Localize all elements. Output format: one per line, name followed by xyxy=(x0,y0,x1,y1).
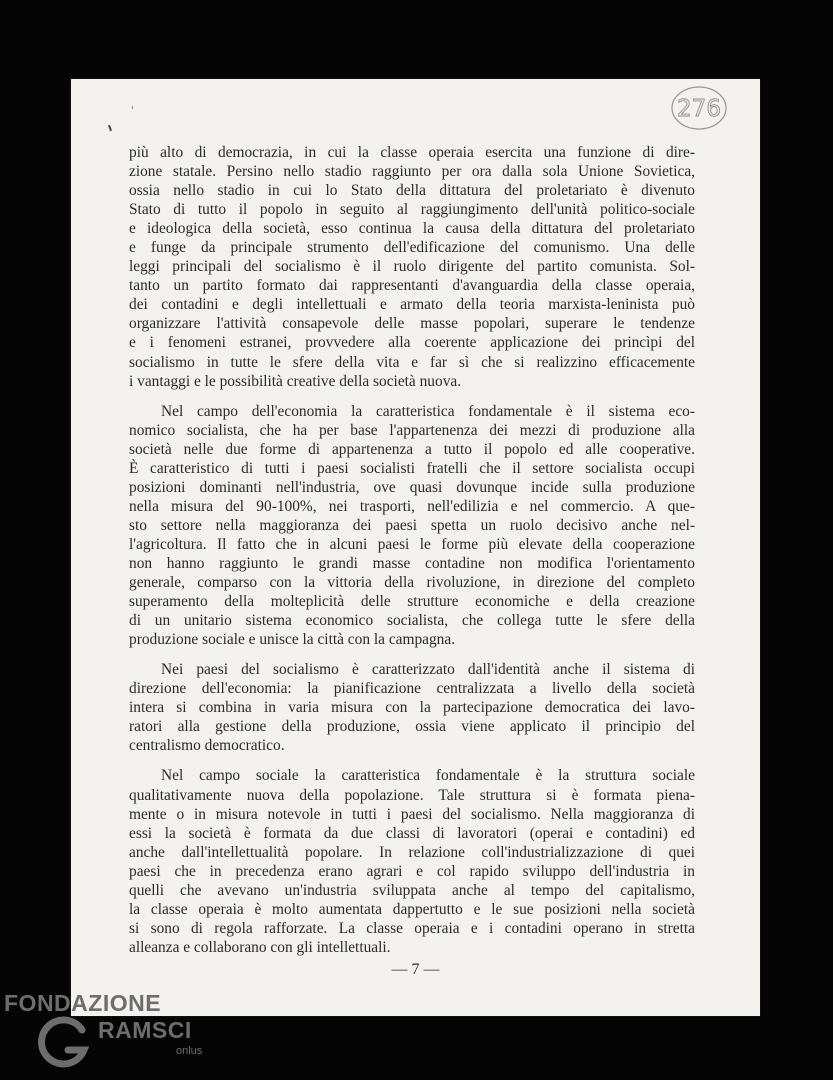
document-page xyxy=(71,79,760,1016)
text-line: generale, comparso con la vittoria della rivoluzione, in direzione del completo xyxy=(129,574,695,592)
text-line: ratori alla gestione della produzione, ossia viene applicato il principio del xyxy=(129,718,695,736)
text-line: produzione sociale e unisce la città con la campagna. xyxy=(129,631,456,649)
circled-number-annotation xyxy=(669,83,729,133)
fondazione-gramsci-watermark xyxy=(4,990,214,1080)
text-line: È caratteristico di tutti i paesi socialisti fratelli che il settore socialista occupi xyxy=(129,459,695,477)
text-line: sto settore nella maggioranza dei paesi spetta un ruolo decisivo anche nel- xyxy=(129,516,695,534)
watermark-line2: RAMSCI xyxy=(98,1017,192,1043)
text-line: più alto di democrazia, in cui la classe operaia esercita una funzione di dire- xyxy=(129,144,695,161)
paragraph xyxy=(129,766,695,956)
text-line: di un unitario sistema economico socialista, che collega tutte le sfere della xyxy=(129,612,695,630)
text-line: anche dall'intellettualità popolare. In relazione coll'industrializzazione di quei xyxy=(129,843,695,861)
text-line: si sono di regola rafforzate. La classe operaia e i contadini operano in stretta xyxy=(129,919,695,937)
text-line: direzione dell'economia: la pianificazione centralizzata a livello della società xyxy=(129,680,695,698)
text-line: dei contadini e degli intellettuali e armato della teoria marxista-leninista può xyxy=(129,296,695,314)
watermark-line1: FONDAZIONE xyxy=(4,990,162,1016)
text-line: i vantaggi e le possibilità creative della società nuova. xyxy=(129,372,462,390)
text-line: Nel campo sociale la caratteristica fondamentale è la struttura sociale xyxy=(161,767,695,785)
text-line: Stato di tutto il popolo in seguito al raggiungimento dell'unità politico-sociale xyxy=(129,201,695,219)
paragraph xyxy=(129,402,695,650)
text-line: paesi che in precedenza erano agrari e col rapido sviluppo dell'industria in xyxy=(129,862,695,880)
svg-text:276: 276 xyxy=(677,96,721,122)
text-line: e ideologica della società, esso continua la causa della dittatura del proletariato xyxy=(129,220,695,238)
text-line: nella misura del 90-100%, nei trasporti, nell'edilizia e nel commercio. A que- xyxy=(129,497,695,515)
watermark-sub: onlus xyxy=(176,1045,203,1057)
text-line: alleanza e collaborano con gli intellettuali. xyxy=(129,938,391,956)
text-line: socialismo in tutte le sfere della vita e far sì che si realizzino efficacemente xyxy=(129,353,695,371)
body-text xyxy=(129,143,695,968)
text-line: organizzare l'attività consapevole delle masse popolari, superare le tendenze xyxy=(129,315,695,333)
paragraph xyxy=(129,660,695,755)
text-line: e funge da principale strumento dell'edificazione del comunismo. Una delle xyxy=(129,239,695,257)
paragraph xyxy=(129,143,695,391)
text-line: ossia nello stadio in cui lo Stato della dittatura del proletariato è divenuto xyxy=(129,182,695,200)
text-line: centralismo democratico. xyxy=(129,737,285,755)
text-line: superamento della molteplicità delle strutture economiche e della creazione xyxy=(129,593,695,611)
page-number: — 7 — xyxy=(391,961,440,978)
text-line: essi la società è formata da due classi di lavoratori (operai e contadini) ed xyxy=(129,824,695,842)
text-line: tanto un partito formato dai rappresentanti d'avanguardia della classe operaia, xyxy=(129,277,695,295)
pen-mark-small xyxy=(132,106,133,109)
text-line: la classe operaia è molto aumentata dappertutto e le sue posizioni nella società xyxy=(129,900,695,918)
handwritten-page-annotation xyxy=(669,83,729,133)
text-line: l'agricoltura. Il fatto che in alcuni paesi le forme più elevate della cooperazione xyxy=(129,535,695,553)
text-line: zione statale. Persino nello stadio raggiunto per ora dalla sola Unione Sovietica, xyxy=(129,163,695,181)
text-line: mente o in misura notevole in tutti i paesi del socialismo. Nella maggioranza di xyxy=(129,805,695,823)
text-line: società nelle due forme di appartenenza a tutto il popolo ed alle cooperative. xyxy=(129,440,695,458)
text-line: e i fenomeni estranei, provvedere alla coerente applicazione dei princìpi del xyxy=(129,334,695,352)
gramsci-g-logo-icon xyxy=(34,1014,94,1074)
text-line: intera si combina in varia misura con la partecipazione democratica dei lavo- xyxy=(129,699,695,717)
text-line: qualitativamente nuova della popolazione. Tale struttura si è formata piena- xyxy=(129,786,695,804)
text-line: nomico socialista, che ha per base l'appartenenza dei mezzi di produzione alla xyxy=(129,421,695,439)
text-line: posizioni dominanti nell'industria, ove quasi dovunque incide sulla produzione xyxy=(129,478,695,496)
text-line: non hanno raggiunto le grandi masse contadine non modifica l'orientamento xyxy=(129,554,695,572)
text-line: Nel campo dell'economia la caratteristica fondamentale è il sistema eco- xyxy=(161,402,695,420)
text-line: leggi principali del socialismo è il ruolo dirigente del partito comunista. Sol- xyxy=(129,258,695,276)
text-line: Nei paesi del socialismo è caratterizzato dall'identità anche il sistema di xyxy=(161,661,695,679)
text-line: quelli che avevano un'industria sviluppata anche al tempo del capitalismo, xyxy=(129,881,695,899)
pen-mark xyxy=(108,125,112,131)
